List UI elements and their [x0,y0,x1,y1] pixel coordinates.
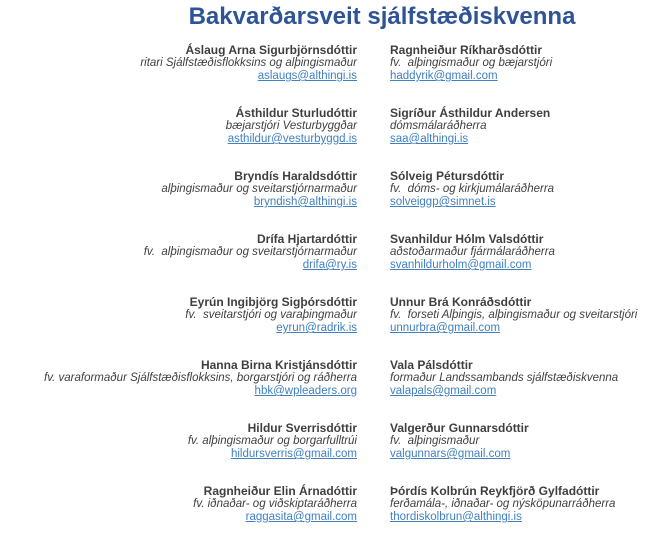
email-link[interactable]: aslaugs@althingi.is [257,70,357,82]
person-role: ferðamála-, iðnaðar- og nýsköpunarráðherra [390,498,616,510]
person-role: fv. alþingismaður [390,435,480,447]
person-role: fv. alþingismaður og sveitarstjórnarmaður [143,246,357,258]
email-link[interactable]: saa@althingi.is [390,133,469,145]
email-link[interactable]: valapals@gmail.com [390,385,497,397]
contact-card [0,44,357,83]
person-role: ritari Sjálfstæðisflokksins og alþingismaður [140,57,357,69]
contact-card [390,296,668,335]
contact-row [0,485,668,524]
person-name: Áslaug Arna Sigurbjörnsdóttir [185,43,357,57]
person-name: Svanhildur Hólm Valsdóttir [390,232,544,246]
person-role: fv. sveitarstjóri og varaþingmaður [185,309,357,321]
email-link[interactable]: thordiskolbrun@althingi.is [390,511,522,523]
contact-card [0,485,357,524]
contact-card [390,233,668,272]
person-name: Hildur Sverrisdóttir [247,421,357,435]
contact-card [0,107,357,146]
contact-card [390,422,668,461]
email-link[interactable]: asthildur@vesturbyggd.is [227,133,357,145]
email-link[interactable]: hildursverris@gmail.com [230,448,357,460]
person-name: Þórdís Kolbrún Reykfjörð Gylfadóttir [390,484,600,498]
person-role: dómsmálaráðherra [390,120,487,132]
person-role: fv. iðnaðar- og viðskiptaráðherra [193,498,357,510]
contact-card [0,233,357,272]
person-name: Valgerður Gunnarsdóttir [390,421,529,435]
contact-row [0,233,668,272]
email-link[interactable]: raggasita@gmail.com [245,511,357,523]
person-role: aðstoðarmaður fjármálaráðherra [390,246,555,258]
email-link[interactable]: haddyrik@gmail.com [390,70,498,82]
contact-rows [0,44,668,524]
contact-card [390,170,668,209]
contact-row [0,107,668,146]
person-name: Drífa Hjartardóttir [256,232,357,246]
person-name: Sólveig Pétursdóttir [390,169,505,183]
person-name: Ragnheiður Ríkharðsdóttir [390,43,543,57]
person-role: fv. dóms- og kirkjumálaráðherra [390,183,555,195]
person-name: Bryndís Haraldsdóttir [234,169,357,183]
email-link[interactable]: unnurbra@gmail.com [390,322,501,334]
email-link[interactable]: solveiggp@simnet.is [390,196,496,208]
contact-card [390,107,668,146]
contact-row [0,44,668,83]
person-role: alþingismaður og sveitarstjórnarmaður [161,183,357,195]
contact-card [0,359,357,398]
email-link[interactable]: valgunnars@gmail.com [390,448,511,460]
person-role: fv. alþingismaður og borgarfulltrúi [187,435,357,447]
person-name: Ragnheiður Elin Árnadóttir [203,484,357,498]
person-role: formaður Landssambands sjálfstæðiskvenna [390,372,619,384]
contact-row [0,359,668,398]
person-role: bæjarstjóri Vesturbyggðar [225,120,357,132]
contact-card [0,296,357,335]
contact-card [0,170,357,209]
email-link[interactable]: svanhildurholm@gmail.com [390,259,532,271]
person-role: fv. alþingismaður og bæjarstjóri [390,57,553,69]
page-title: Bakvarðarsveit sjálfstæðiskvenna [188,3,576,30]
email-link[interactable]: hbk@wpleaders.org [254,385,357,397]
contact-row [0,296,668,335]
person-name: Sigríður Ásthildur Andersen [390,106,551,120]
person-name: Vala Pálsdóttir [390,358,473,372]
contact-card [390,359,668,398]
email-link[interactable]: eyrun@radrik.is [276,322,357,334]
contact-row [0,422,668,461]
person-role: fv. varaformaður Sjálfstæðisflokksins, borgarstjóri og ráðherra [44,372,357,384]
email-link[interactable]: bryndish@althingi.is [253,196,357,208]
contact-row [0,170,668,209]
contact-card [390,44,668,83]
contact-card [0,422,357,461]
person-name: Unnur Brá Konráðsdóttir [390,295,532,309]
person-name: Eyrún Ingibjörg Sigþórsdóttir [189,295,357,309]
contact-card [390,485,668,524]
person-role: fv. forseti Alþingis, alþingismaður og sveitarstjóri [390,309,638,321]
email-link[interactable]: drifa@ry.is [302,259,357,271]
person-name: Ásthildur Sturludóttir [235,106,357,120]
person-name: Hanna Birna Kristjánsdóttir [200,358,357,372]
